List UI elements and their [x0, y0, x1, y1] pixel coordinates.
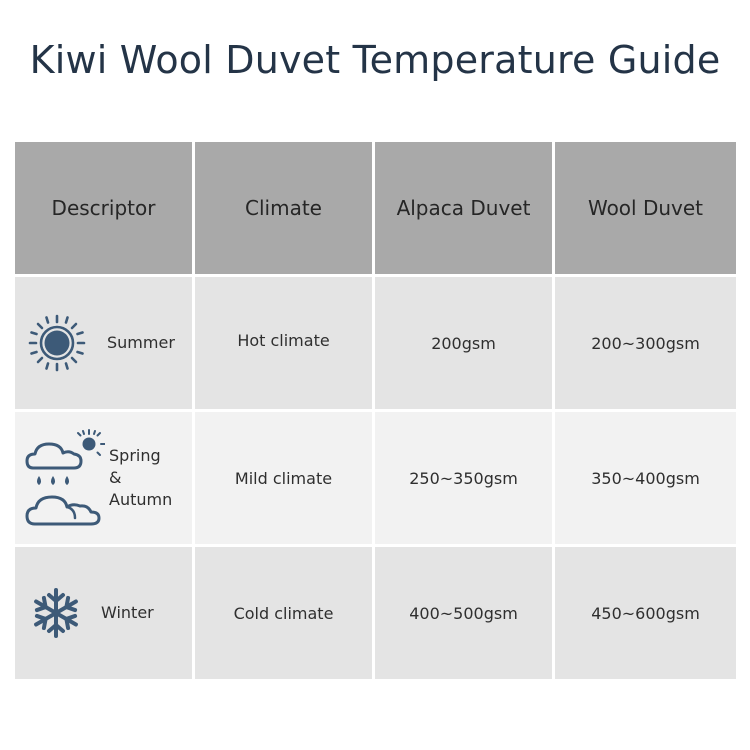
descriptor-cell-winter — [15, 547, 192, 679]
header-alpaca-duvet: Alpaca Duvet — [375, 142, 552, 274]
alpaca-cell: 400~500gsm — [375, 547, 552, 679]
climate-cell: Cold climate — [195, 547, 372, 679]
descriptor-label: Winter — [101, 603, 154, 622]
alpaca-cell: 200gsm — [375, 277, 552, 409]
page-title: Kiwi Wool Duvet Temperature Guide — [29, 38, 721, 82]
descriptor-line-spring: Spring — [109, 446, 161, 465]
cloud-sun-rain-icon — [25, 428, 105, 528]
sun-icon — [27, 313, 87, 373]
header-wool-duvet: Wool Duvet — [555, 142, 736, 274]
descriptor-cell-summer — [15, 277, 192, 409]
climate-cell: Hot climate — [195, 277, 372, 409]
descriptor-label: Summer — [107, 333, 175, 352]
descriptor-line-ampersand: & — [109, 468, 122, 487]
descriptor-label — [109, 445, 172, 511]
climate-cell: Mild climate — [195, 412, 372, 544]
wool-cell: 450~600gsm — [555, 547, 736, 679]
descriptor-line-autumn: Autumn — [109, 490, 173, 509]
header-descriptor: Descriptor — [15, 142, 192, 274]
snowflake-icon — [29, 586, 83, 640]
alpaca-cell: 250~350gsm — [375, 412, 552, 544]
header-climate: Climate — [195, 142, 372, 274]
temperature-guide-table — [15, 142, 735, 679]
wool-cell: 350~400gsm — [555, 412, 736, 544]
wool-cell: 200~300gsm — [555, 277, 736, 409]
descriptor-cell-spring-autumn — [15, 412, 192, 544]
